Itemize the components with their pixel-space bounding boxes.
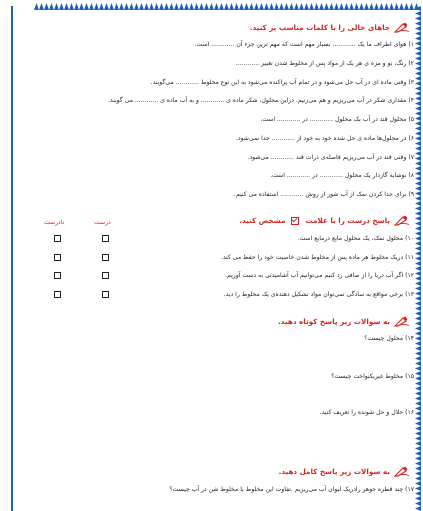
left-margin-rule <box>11 6 13 511</box>
question-9: ۹) برای جدا کردن نمک از آب شور از روش ............ استفاده می کنیم. <box>233 191 414 198</box>
question-4: ۴) مقداری شکر در آب می‌ریزیم و هم می‌زنیم. دراین محلول، شکر ماده ی ............ و به آب ماده ی ............ می گویند. <box>107 97 414 104</box>
section-full-answer-title: به سوالات زیر پاسخ کامل دهید. <box>278 467 390 476</box>
question-10: ۱۰) محلول نمک، یک محلول مایع درمایع است. <box>297 235 414 242</box>
true-checkbox-10[interactable] <box>102 235 109 242</box>
question-15: ۱۵) مخلوط غیریکنواخت چیست؟ <box>331 373 414 380</box>
question-13: ۱۳) برخی مواقع به سادگی نمی‌توان مواد تشکیل دهنده‌ی یک مخلوط را دید. <box>223 291 414 298</box>
question-5: ۵) محلول قند در آب یک محلول ............ در ............ است. <box>260 116 414 123</box>
question-6: ۶) در محلول‌ها ماده ی حل شده خود به خود از ............ جدا نمی‌شود. <box>236 135 414 142</box>
false-checkbox-13[interactable] <box>54 291 61 298</box>
column-header-true: درست <box>94 219 111 226</box>
pen-icon <box>394 466 410 477</box>
worksheet-content <box>26 16 414 511</box>
pen-icon <box>394 22 410 33</box>
question-3: ۳) وقتی ماده ای در آب حل می‌شود و در تمام آب پراکنده می‌شود به این نوع مخلوط ............ می‌گویند. <box>150 79 414 86</box>
question-12: ۱۲) اگر آب دریا را از صافی رد کنیم می‌توانیم آب آشامیدنی به دست آوریم. <box>225 272 414 279</box>
false-checkbox-11[interactable] <box>54 254 61 261</box>
question-17: ۱۷) چند قطره جوهر رادریک لیوان آب می‌ریزیم .تفاوت این مخلوط با مخلوط شن در آب چیست؟ <box>169 486 414 493</box>
section-true-false-heading <box>239 215 410 226</box>
column-header-false: نادرست <box>44 219 65 226</box>
question-1: ۱) هوای اطراف ما یک ............ بسیار مهم است که مهم ترین جزء آن ............ است. <box>194 41 414 48</box>
section-fill-blank-heading <box>250 22 410 33</box>
true-checkbox-13[interactable] <box>102 291 109 298</box>
question-16: ۱۶) حلال و حل شونده را تعریف کنید. <box>319 409 414 416</box>
false-checkbox-10[interactable] <box>54 235 61 242</box>
right-triangle-border <box>415 6 421 511</box>
pen-icon <box>394 215 410 226</box>
section-short-answer-title: به سوالات زیر پاسخ کوتاه دهید. <box>278 317 390 326</box>
question-2: ۲) رنگ، بو و مزه ی هر یک از مواد پس از مخلوط شدن تغییر ............ <box>235 60 414 67</box>
section-true-false-title-start: پاسخ درست را با علامت <box>305 216 390 225</box>
true-checkbox-11[interactable] <box>102 254 109 261</box>
question-8: ۸) نوشابه گازدار یک محلول ............ در ............ است. <box>270 172 414 179</box>
question-11: ۱۱) دریک مخلوط هر ماده پس از مخلوط شدن خاصیت خود را حفظ می کند. <box>220 254 414 261</box>
true-checkbox-12[interactable] <box>102 272 109 279</box>
false-checkbox-12[interactable] <box>54 272 61 279</box>
section-true-false-title-end: مشخص کنید. <box>239 216 286 225</box>
section-fill-blank-title: جاهای خالی را با کلمات مناسب پر کنید. <box>249 23 390 32</box>
top-triangle-border <box>34 2 420 10</box>
section-short-answer-heading <box>278 316 410 327</box>
checkbox-check-icon <box>291 217 299 225</box>
question-14: ۱۴) محلول چیست؟ <box>364 335 414 342</box>
pen-icon <box>394 316 410 327</box>
question-7: ۷) وقتی قند در آب می‌ریزیم فاصله‌ی ذرات قند ............ می‌شود. <box>247 154 414 161</box>
section-full-answer-heading <box>279 466 410 477</box>
